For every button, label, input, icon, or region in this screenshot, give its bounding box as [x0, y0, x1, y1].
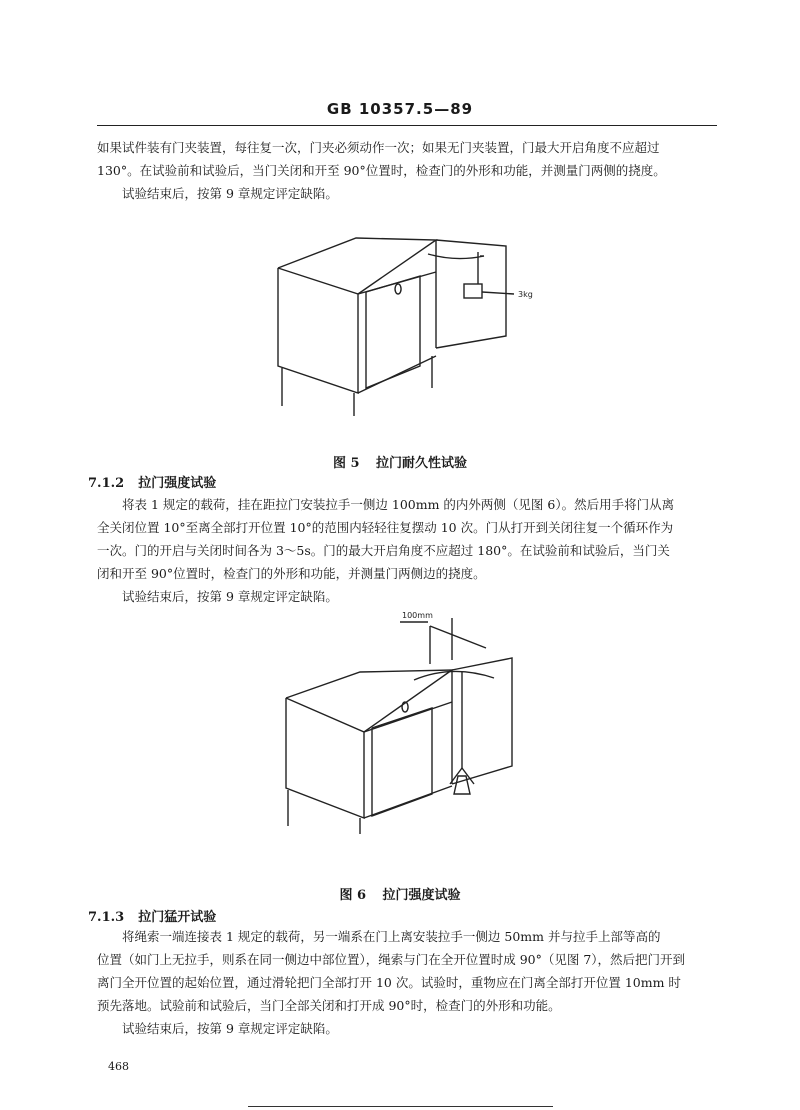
section-7-1-2-heading [88, 472, 216, 491]
section-7-1-2-paragraph [97, 493, 721, 608]
weight-block [464, 284, 482, 298]
para-line: 全关闭位置 10°至离全部打开位置 10°的范围内轻轻往复摆动 10 次。门从打开到关闭往复一个循环作为 [97, 520, 674, 535]
intro-paragraph [97, 136, 721, 205]
section-number: 7.1.3 [88, 910, 125, 925]
section-number: 7.1.2 [88, 476, 125, 491]
para-line: 离门全开位置的起始位置，通过滑轮把门全部打开 10 次。试验时，重物应在门离全部打开位置 10mm 时 [97, 975, 681, 990]
cabinet-body [286, 670, 452, 834]
intro-line-2: 130°。在试验前和试验后，当门关闭和开至 90°位置时，检查门的外形和功能，并测量门两侧的挠度。 [97, 163, 666, 178]
figure-5-caption [0, 452, 800, 471]
section-title: 拉门强度试验 [138, 476, 217, 491]
door-handle [395, 284, 401, 294]
section-end-note: 试验结束后，按第 9 章规定评定缺陷。 [122, 589, 338, 604]
figure-5-number: 图 5 [332, 456, 360, 471]
standard-code-header: GB 10357.5—89 [326, 100, 474, 118]
figure-5-drawing [270, 228, 560, 418]
cabinet-body [278, 238, 436, 416]
para-line: 位置（如门上无拉手，则系在同一侧边中部位置），绳索与门在全开位置时成 90°（见图 7），然后把门开到 [97, 952, 686, 967]
intro-end-note: 试验结束后，按第 9 章规定评定缺陷。 [122, 186, 338, 201]
section-7-1-3-paragraph [97, 925, 721, 1040]
figure-6-caption [0, 884, 800, 903]
dimension-label: 100mm [402, 611, 433, 620]
section-7-1-3-heading [88, 906, 216, 925]
figure-6-number: 图 6 [339, 888, 367, 903]
weight-label: 3kg [518, 290, 533, 299]
para-line: 闭和开至 90°位置时，检查门的外形和功能，并测量门两侧边的挠度。 [97, 566, 486, 581]
para-line: 将表 1 规定的载荷，挂在距拉门安装拉手一侧边 100mm 的内外两侧（见图 6）。然后用手将门从离 [122, 497, 675, 512]
para-line: 预先落地。试验前和试验后，当门全部关闭和打开成 90°时，检查门的外形和功能。 [97, 998, 561, 1013]
open-door [428, 240, 506, 348]
dimension-marker [400, 611, 486, 664]
open-door [414, 658, 512, 784]
section-title: 拉门猛开试验 [138, 910, 217, 925]
intro-line-1: 如果试件装有门夹装置，每往复一次，门夹必须动作一次；如果无门夹装置，门最大开启角度不应超过 [97, 140, 660, 155]
page-number: 468 [108, 1060, 129, 1073]
figure-6-title: 拉门强度试验 [382, 888, 461, 903]
header-rule [97, 125, 717, 126]
figure-6-drawing [280, 604, 530, 836]
para-line: 一次。门的开启与关闭时间各为 3～5s。门的最大开启角度不应超过 180°。在试验前和试验后，当门关 [97, 543, 670, 558]
footer-rule [248, 1106, 553, 1107]
figure-5-title: 拉门耐久性试验 [376, 456, 468, 471]
para-line: 将绳索一端连接表 1 规定的载荷，另一端系在门上离安装拉手一侧边 50mm 并与拉手上部等高的 [122, 929, 661, 944]
section-end-note: 试验结束后，按第 9 章规定评定缺陷。 [122, 1021, 338, 1036]
